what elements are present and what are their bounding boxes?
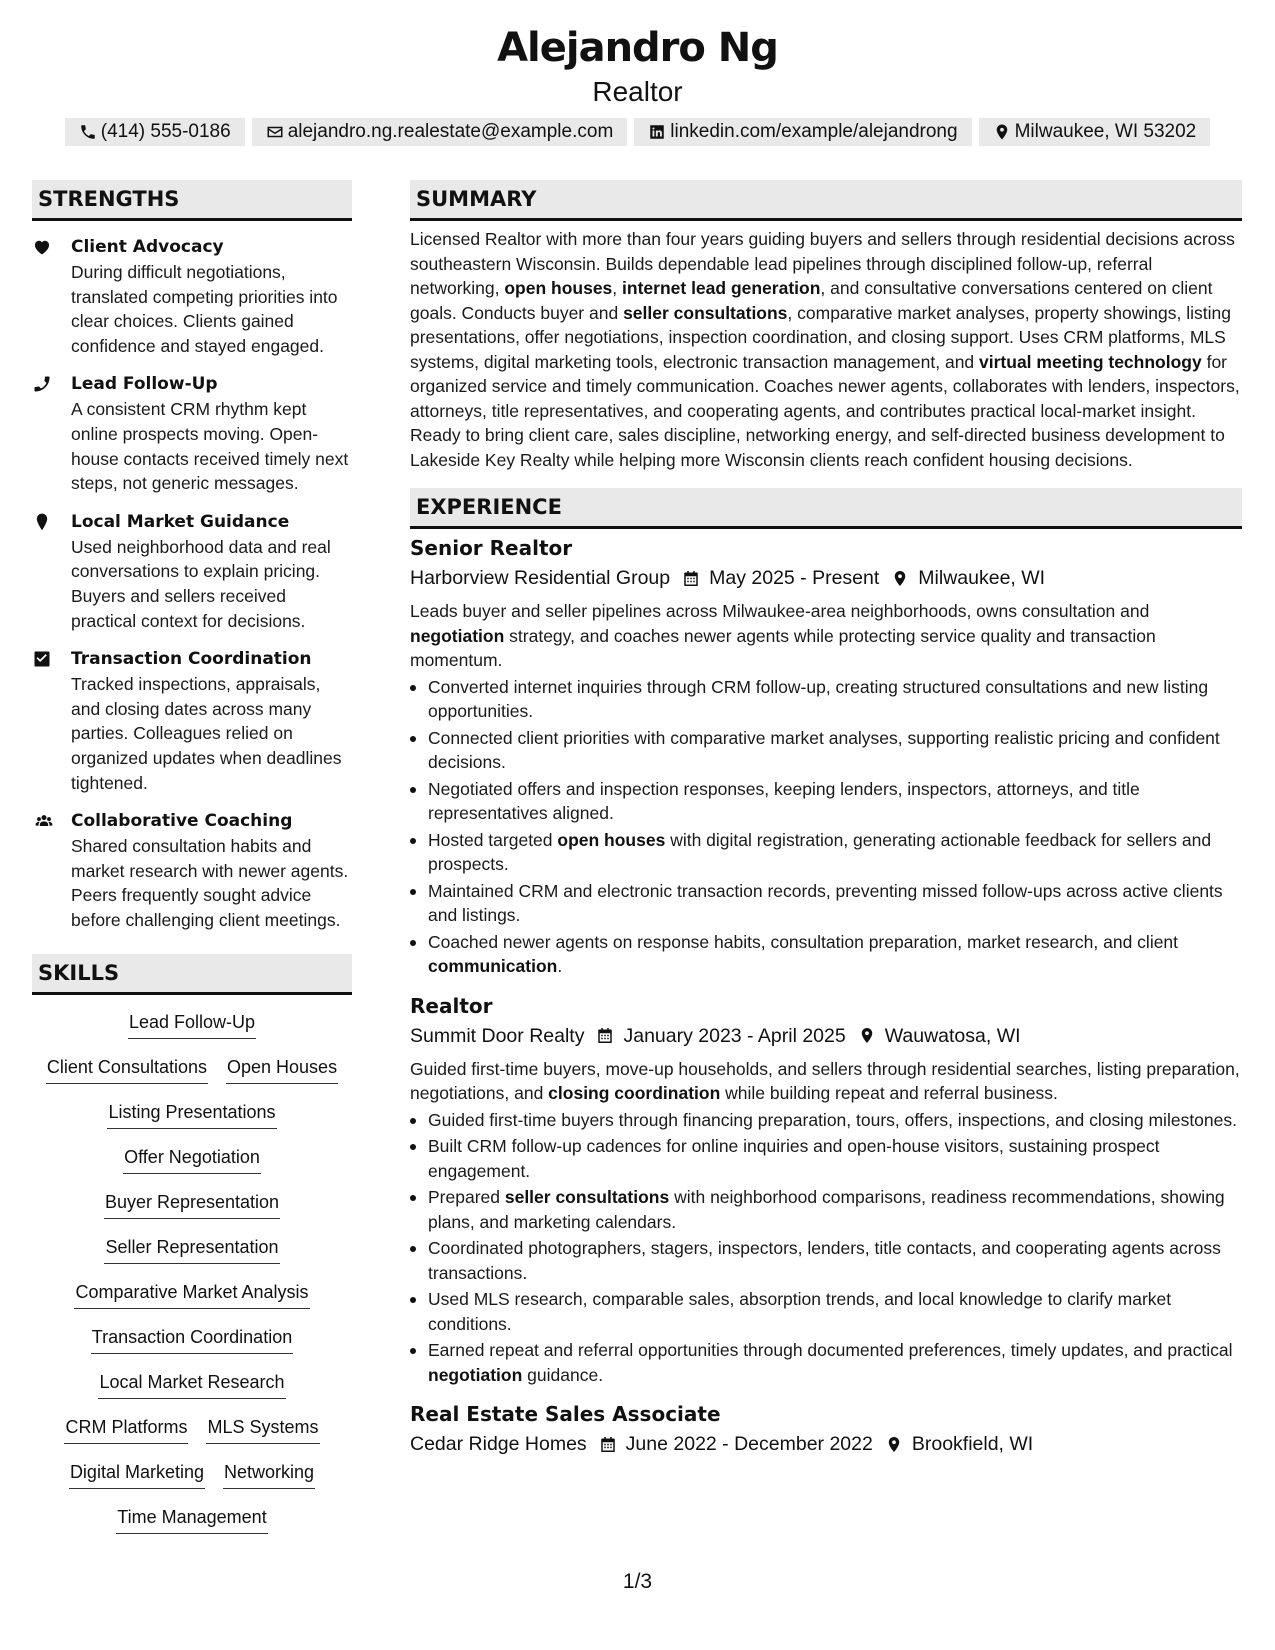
candidate-title: Realtor: [592, 76, 683, 107]
contact-linkedin[interactable]: [634, 118, 971, 146]
job-entry: [410, 991, 1242, 1388]
skill-row: [69, 1459, 315, 1504]
skills-heading: SKILLS: [32, 954, 352, 995]
job-company: Cedar Ridge Homes: [410, 1433, 587, 1455]
skill-tag: Offer Negotiation: [123, 1144, 261, 1174]
list-item: [410, 675, 1242, 724]
list-item: [410, 1236, 1242, 1285]
text-segment: for organized service and timely communication. Coaches newer agents, collaborates with lenders, inspectors, attorneys, title representatives, and cooperating agents, and contributes practical local-market insight. Ready to bring client care, sales discipline, networking energy, and self-directed business development to Lakeside Key Realty while helping more Wisconsin clients reach confident housing decisions.: [410, 351, 1240, 470]
skill-tag: Lead Follow-Up: [128, 1009, 256, 1039]
job-meta: [410, 1429, 1242, 1459]
list-item: [410, 930, 1242, 979]
job-dates: June 2022 - December 2022: [625, 1433, 873, 1455]
resume-header: [0, 22, 1275, 146]
contact-location-text: Milwaukee, WI 53202: [1014, 121, 1197, 142]
left-column: [32, 180, 352, 1549]
contact-linkedin-text: linkedin.com/example/alejandrong: [670, 121, 958, 142]
experience-list: [410, 533, 1242, 1459]
strength-title: Client Advocacy: [71, 237, 224, 257]
job-company: Harborview Residential Group: [410, 567, 671, 589]
heart-icon: [32, 237, 52, 257]
skill-tag: Networking: [223, 1459, 315, 1489]
strength-title: Transaction Coordination: [71, 649, 312, 670]
phone-icon: [79, 123, 97, 141]
bold-keyword: seller consultations: [623, 302, 788, 323]
text-segment: Connected client priorities with comparative market analyses, supporting realistic pricing and confident decisions.: [428, 727, 1220, 772]
job-meta: [410, 563, 1242, 593]
skill-tag: Buyer Representation: [104, 1189, 280, 1219]
skill-row: [98, 1369, 285, 1414]
strength-item: [32, 646, 352, 795]
skill-tag: Listing Presentations: [107, 1099, 276, 1129]
strength-item: [32, 808, 352, 932]
job-title: Real Estate Sales Associate: [410, 1402, 721, 1426]
text-segment: Coached newer agents on response habits, consultation preparation, market research, and client: [428, 931, 1179, 952]
text-segment: Built CRM follow-up cadences for online inquiries and open-house visitors, sustaining prospect engagement.: [428, 1136, 1160, 1181]
text-segment: Hosted targeted: [428, 829, 558, 850]
skill-row: [74, 1279, 309, 1324]
job-description: [410, 599, 1242, 673]
right-column: [410, 180, 1242, 1459]
strength-desc: During difficult negotiations, translated competing priorities into clear choices. Clients gained confidence and stayed engaged.: [71, 262, 338, 356]
contact-location: [979, 118, 1211, 146]
checkbox-icon: [32, 649, 52, 669]
skill-row: [123, 1144, 261, 1189]
text-segment: Converted internet inquiries through CRM follow-up, creating structured consultations and new listing opportunities.: [428, 676, 1209, 721]
list-item: [410, 726, 1242, 775]
skill-row: [116, 1504, 267, 1549]
list-item: [410, 879, 1242, 928]
text-segment: Used MLS research, comparable sales, absorption trends, and local knowledge to clarify market conditions.: [428, 1289, 1172, 1334]
job-company: Summit Door Realty: [410, 1024, 585, 1047]
skill-tag: Comparative Market Analysis: [74, 1279, 309, 1309]
calendar-icon: [682, 569, 700, 588]
calendar-icon: [599, 1435, 617, 1454]
text-segment: Prepared: [428, 1187, 505, 1207]
text-segment: Leads buyer and seller pipelines across Milwaukee-area neighborhoods, owns consultation and: [410, 601, 1150, 621]
strength-desc: A consistent CRM rhythm kept online prospects moving. Open-house contacts received timely next steps, not generic messages.: [71, 399, 349, 494]
job-location: Brookfield, WI: [911, 1433, 1034, 1455]
skill-row: [46, 1054, 338, 1099]
location-pin-icon: [993, 123, 1011, 141]
text-segment: Negotiated offers and inspection responses, keeping lenders, inspectors, attorneys, and title representatives aligned.: [428, 778, 1140, 823]
strength-item: [32, 371, 352, 495]
skill-row: [64, 1414, 319, 1459]
text-segment: guidance.: [522, 1364, 604, 1385]
summary-text: [410, 227, 1242, 472]
list-item: [410, 1108, 1242, 1133]
experience-heading: EXPERIENCE: [410, 488, 1242, 529]
skill-row: [104, 1234, 279, 1279]
job-dates: January 2023 - April 2025: [623, 1024, 846, 1047]
strengths-heading: STRENGTHS: [32, 180, 352, 221]
bold-keyword: open houses: [557, 829, 666, 850]
job-dates: May 2025 - Present: [709, 567, 880, 589]
job-meta: [410, 1021, 1242, 1051]
calendar-icon: [596, 1026, 614, 1045]
text-segment: Guided first-time buyers, move-up households, and sellers through residential searches, listing preparation, negotiations, and: [410, 1058, 1240, 1103]
list-item: [410, 1134, 1242, 1183]
job-bullets: [410, 675, 1242, 979]
bold-keyword: seller consultations: [504, 1187, 670, 1207]
strength-item: [32, 509, 352, 633]
job-title: Senior Realtor: [410, 536, 573, 560]
skill-tag: Digital Marketing: [69, 1459, 205, 1489]
bold-keyword: communication: [428, 956, 558, 976]
text-segment: Maintained CRM and electronic transaction records, preventing missed follow-ups across active clients and listings.: [428, 880, 1223, 925]
job-bullets: [410, 1108, 1242, 1388]
job-description: [410, 1057, 1242, 1106]
envelope-icon: [266, 123, 284, 141]
bold-keyword: closing coordination: [548, 1083, 721, 1103]
skill-row: [128, 1009, 256, 1054]
skill-tag: Client Consultations: [46, 1054, 208, 1084]
strength-desc: Tracked inspections, appraisals, and closing dates across many parties. Colleagues relied on organized updates when deadlines tightened.: [71, 674, 342, 793]
linkedin-icon: [648, 123, 666, 141]
strength-title: Collaborative Coaching: [71, 811, 293, 832]
bold-keyword: open houses: [504, 278, 613, 298]
bold-keyword: negotiation: [428, 1364, 523, 1385]
list-item: [410, 828, 1242, 877]
text-segment: , comparative market analyses, property showings, listing presentations, offer negotiations, inspection coordination, and closing support. Uses CRM platforms, MLS systems, digital marketing tools, electronic transaction management, and: [410, 302, 1231, 372]
skill-row: [107, 1099, 276, 1144]
location-pin-icon: [885, 1435, 903, 1454]
job-entry: [410, 1399, 1242, 1459]
bold-keyword: virtual meeting technology: [979, 351, 1202, 372]
job-title: Realtor: [410, 993, 493, 1018]
contact-email-text: alejandro.ng.realestate@example.com: [287, 121, 614, 142]
text-segment: with neighborhood comparisons, readiness recommendations, showing plans, and marketing calendars.: [428, 1187, 1225, 1232]
skill-tag: Seller Representation: [104, 1234, 279, 1264]
text-segment: .: [557, 956, 563, 976]
summary-heading: SUMMARY: [410, 180, 1242, 221]
bold-keyword: negotiation: [410, 625, 505, 646]
skill-row: [104, 1189, 280, 1234]
phone-icon: [32, 374, 52, 394]
strength-title: Local Market Guidance: [71, 511, 290, 532]
strength-desc: Shared consultation habits and market research with newer agents. Peers frequently sought advice before challenging client meetings.: [71, 836, 349, 930]
job-entry: [410, 533, 1242, 979]
text-segment: strategy, and coaches newer agents while protecting service quality and transaction momentum.: [410, 625, 1156, 670]
list-item: [410, 1185, 1242, 1234]
skill-tag: Local Market Research: [98, 1369, 285, 1399]
skills-list: [32, 1009, 352, 1549]
candidate-name: Alejandro Ng: [497, 25, 778, 71]
map-marker-icon: [32, 512, 52, 532]
location-pin-icon: [891, 569, 909, 588]
list-item: [410, 777, 1242, 826]
text-segment: ,: [612, 278, 623, 298]
text-segment: with digital registration, generating actionable feedback for sellers and prospects.: [428, 829, 1212, 874]
list-item: [410, 1287, 1242, 1336]
list-item: [410, 1338, 1242, 1387]
job-location: Wauwatosa, WI: [884, 1024, 1021, 1047]
page-number: 1/3: [622, 1570, 653, 1593]
skill-tag: CRM Platforms: [64, 1414, 188, 1444]
contact-phone-text: (414) 555-0186: [100, 121, 231, 142]
text-segment: Coordinated photographers, stagers, inspectors, lenders, title contacts, and cooperating agents across transactions.: [428, 1238, 1221, 1283]
text-segment: , and consultative conversations centered on client goals. Conducts buyer and: [410, 278, 1213, 323]
skill-row: [91, 1324, 293, 1369]
text-segment: Licensed Realtor with more than four years guiding buyers and sellers through residential decisions across southeastern Wisconsin. Builds dependable lead pipelines through disciplined follow-up, referral networking,: [410, 229, 1235, 298]
skill-tag: Transaction Coordination: [91, 1324, 293, 1354]
contact-email[interactable]: [252, 118, 628, 146]
location-pin-icon: [858, 1026, 876, 1045]
skill-tag: MLS Systems: [206, 1414, 319, 1444]
strength-item: [32, 234, 352, 358]
users-icon: [32, 811, 56, 831]
skill-tag: Time Management: [116, 1504, 267, 1534]
text-segment: while building repeat and referral business.: [720, 1083, 1058, 1103]
skill-tag: Open Houses: [226, 1054, 338, 1084]
bold-keyword: internet lead generation: [622, 278, 821, 298]
job-location: Milwaukee, WI: [918, 567, 1046, 589]
text-segment: Guided first-time buyers through financing preparation, tours, offers, inspections, and closing milestones.: [428, 1109, 1237, 1130]
contact-bar: [0, 118, 1275, 146]
text-segment: Earned repeat and referral opportunities through documented preferences, timely updates, and practical: [428, 1340, 1233, 1360]
strength-title: Lead Follow-Up: [71, 374, 218, 395]
contact-phone[interactable]: [65, 118, 245, 146]
strength-desc: Used neighborhood data and real conversations to explain pricing. Buyers and sellers received practical context for decisions.: [71, 536, 331, 631]
